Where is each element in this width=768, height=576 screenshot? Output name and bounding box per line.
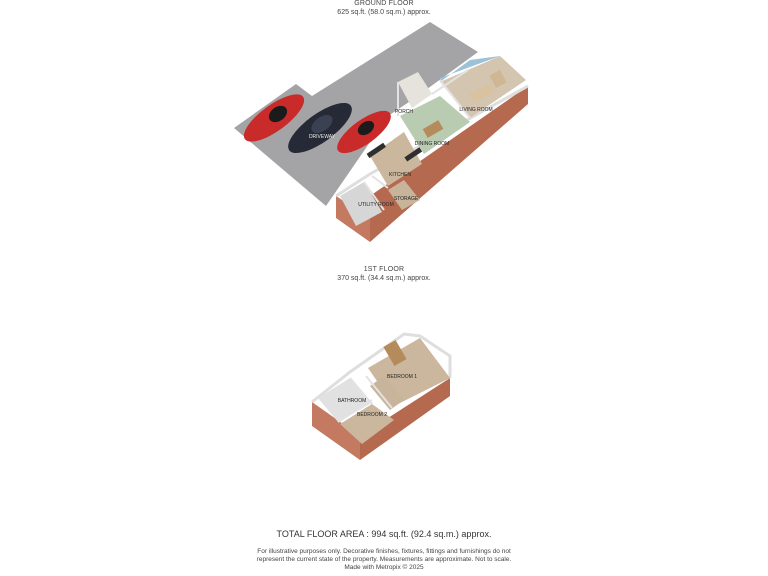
ground-floor-title: GROUND FLOOR xyxy=(354,0,414,7)
disclaimer-line-3: Made with Metropix © 2025 xyxy=(344,564,424,571)
utility-room-label: UTILITY ROOM xyxy=(358,202,394,208)
disclaimer-line-2: represent the current state of the property. Measurements are approximate. Not to scale. xyxy=(256,556,512,563)
bathroom-label: BATHROOM xyxy=(337,398,367,404)
storage-label: STORAGE xyxy=(393,196,419,202)
first-floor-plan xyxy=(312,334,450,460)
dining-room-label: DINING ROOM xyxy=(414,141,450,147)
ground-floor-area: 625 sq.ft. (58.0 sq.m.) approx. xyxy=(337,9,431,16)
living-room-label: LIVING ROOM xyxy=(459,107,493,113)
disclaimer-line-1: For illustrative purposes only. Decorative finishes, fixtures, fittings and furnishings do not xyxy=(257,548,511,555)
ground-floor-plan xyxy=(234,22,528,242)
bedroom-2-label: BEDROOM 2 xyxy=(356,412,388,418)
driveway-label: DRIVEWAY xyxy=(308,134,336,140)
total-floor-area: TOTAL FLOOR AREA : 994 sq.ft. (92.4 sq.m.) approx. xyxy=(276,529,492,539)
first-floor-title: 1ST FLOOR xyxy=(363,266,405,273)
first-floor-area: 370 sq.ft. (34.4 sq.m.) approx. xyxy=(337,275,431,282)
porch-label: PORCH xyxy=(394,109,414,115)
bedroom-1-label: BEDROOM 1 xyxy=(386,374,418,380)
kitchen-label: KITCHEN xyxy=(389,172,411,178)
